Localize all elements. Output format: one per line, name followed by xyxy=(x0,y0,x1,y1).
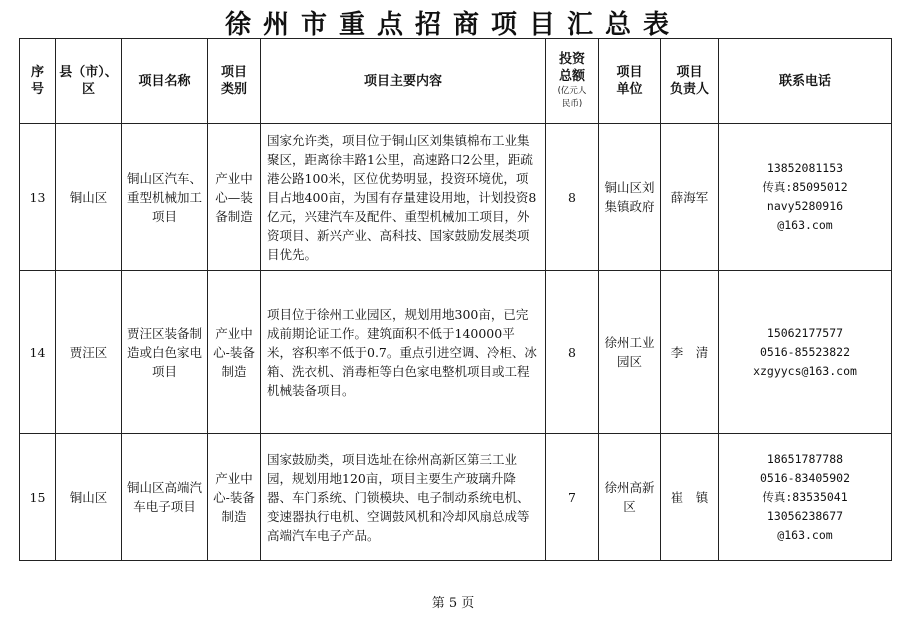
cell-content: 国家鼓励类，项目选址在徐州高新区第三工业园，规划用地120亩，项目主要生产玻璃升降器、车门系统、门锁模块、电子制动系统电机、变速器执行电机、空调鼓风机和冷却风扇总成等高端汽车电子产品。 xyxy=(261,434,546,561)
cell-type: 产业中心-装备制造 xyxy=(208,271,261,434)
cell-seq: 14 xyxy=(20,271,56,434)
page-number: 第 5 页 xyxy=(431,596,475,611)
cell-unit: 徐州工业园区 xyxy=(599,271,661,434)
cell-unit: 徐州高新区 xyxy=(599,434,661,561)
cell-person: 薛海军 xyxy=(661,124,719,271)
cell-person: 崔 镇 xyxy=(661,434,719,561)
cell-county: 铜山区 xyxy=(56,434,122,561)
table-row xyxy=(20,124,892,271)
cell-type: 产业中心—装备制造 xyxy=(208,124,261,271)
cell-county: 铜山区 xyxy=(56,124,122,271)
cell-phone: 18651787788 0516-83405902 传真:83535041 13056238677 @163.com xyxy=(719,434,892,561)
table-row xyxy=(20,271,892,434)
cell-name: 铜山区高端汽车电子项目 xyxy=(122,434,208,561)
cell-content: 项目位于徐州工业园区，规划用地300亩，已完成前期论证工作。建筑面积不低于140000平米，容积率不低于0.7。重点引进空调、冷柜、冰箱、洗衣机、消毒柜等白色家电整机项目或工程机械装备项目。 xyxy=(261,271,546,434)
header-person: 项目 负责人 xyxy=(661,39,719,124)
cell-seq: 15 xyxy=(20,434,56,561)
header-phone: 联系电话 xyxy=(719,39,892,124)
header-amount: 投资 总额 (亿元人 民币) xyxy=(546,39,599,124)
cell-name: 铜山区汽车、重型机械加工项目 xyxy=(122,124,208,271)
header-type: 项目 类别 xyxy=(208,39,261,124)
cell-phone: 13852081153 传真:85095012 navy5280916 @163.com xyxy=(719,124,892,271)
cell-person: 李 清 xyxy=(661,271,719,434)
document-title: 徐州市重点招商项目汇总表 xyxy=(224,10,681,40)
project-table xyxy=(19,38,892,561)
cell-phone: 15062177577 0516-85523822 xzgyycs@163.com xyxy=(719,271,892,434)
table-row xyxy=(20,434,892,561)
header-content: 项目主要内容 xyxy=(261,39,546,124)
cell-unit: 铜山区刘集镇政府 xyxy=(599,124,661,271)
header-county: 县（市）、 区 xyxy=(56,39,122,124)
cell-name: 贾汪区装备制造或白色家电项目 xyxy=(122,271,208,434)
header-seq: 序 号 xyxy=(20,39,56,124)
cell-seq: 13 xyxy=(20,124,56,271)
cell-amount: 7 xyxy=(546,434,599,561)
cell-county: 贾汪区 xyxy=(56,271,122,434)
header-name: 项目名称 xyxy=(122,39,208,124)
header-row xyxy=(20,39,892,124)
cell-type: 产业中心-装备制造 xyxy=(208,434,261,561)
cell-amount: 8 xyxy=(546,271,599,434)
cell-content: 国家允许类，项目位于铜山区刘集镇棉布工业集聚区，距离徐丰路1公里，高速路口2公里，距疏港公路100米，区位优势明显，投资环境优，项目占地400亩，为国有存量建设用地，计划投资8亿元，兴建汽车及配件、重型机械加工项目，外资项目、新兴产业、高科技、国家鼓励发展类项目优先。 xyxy=(261,124,546,271)
header-unit: 项目 单位 xyxy=(599,39,661,124)
cell-amount: 8 xyxy=(546,124,599,271)
